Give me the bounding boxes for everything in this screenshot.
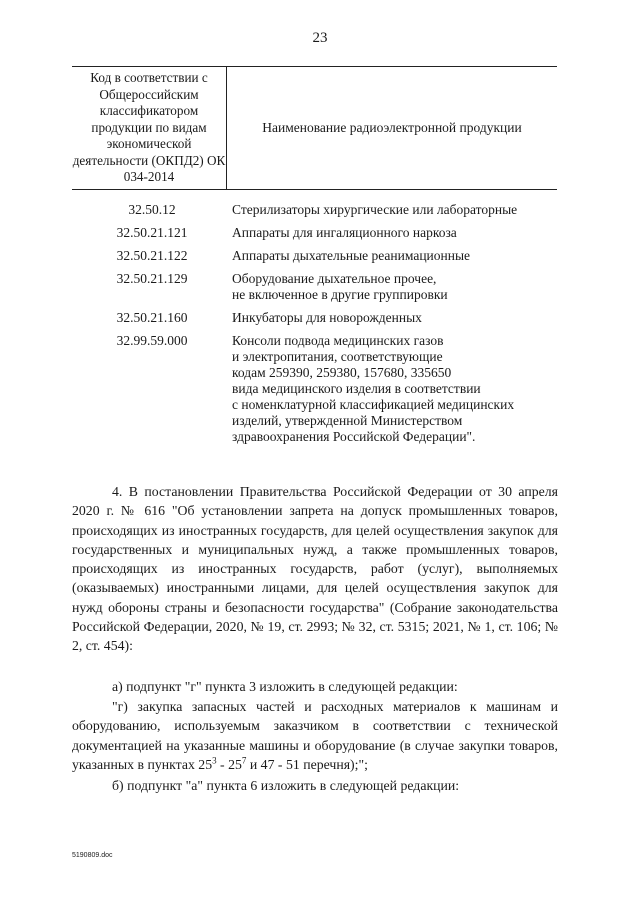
product-name: Аппараты дыхательные реанимационные	[232, 248, 471, 263]
paragraph-g-end: и 47 - 51 перечня);";	[246, 756, 368, 772]
product-name: Консоли подвода медицинских газов и электропитания, соответствующие кодам 259390, 259380, 157680, 335650 вида медицинского изделия в соответствии с номенклатурной классификацией медицинских изделий, утвержденной Министерством здравоохранения Российской Федерации".	[232, 333, 515, 444]
paragraph-4: 4. В постановлении Правительства Российской Федерации от 30 апреля 2020 г. № 616 "Об установлении запрета на допуск промышленных товаров, происходящих из иностранных государств, для целей осуществления закупок для государственных и муниципальных нужд, а также промышленных товаров, происходящих из иностранных государств, работ (услуг), выполняемых (оказываемых) иностранными лицами, для целей осуществления закупок для нужд обороны страны и безопасности государства" (Собрание законодательства Российской Федерации, 2020, № 19, ст. 2993; № 32, ст. 5315; 2021, № 1, ст. 106; № 2, ст. 454):	[72, 484, 558, 654]
product-code: 32.50.21.129	[116, 271, 188, 286]
product-code: 32.50.21.122	[116, 248, 188, 263]
product-code: 32.50.21.160	[116, 310, 188, 325]
table-row	[72, 202, 562, 218]
product-table-header	[72, 66, 557, 190]
header-code-column: Код в соответствии с Общероссийским классификатором продукции по видам экономической деятельности (ОКПД2) ОК 034-2014	[72, 67, 227, 190]
table-row	[72, 248, 562, 264]
paragraph-b: б) подпункт "а" пункта 6 изложить в следующей редакции:	[112, 778, 460, 793]
paragraph-g-start: "г) закупка запасных частей и расходных материалов к машинам и оборудованию, используемым заказчиком в соответствии с технической документацией на указанные машины и оборудование (в случае закупки товаров, указанных в пунктах 25	[72, 699, 558, 772]
document-filename: 5190809.doc	[72, 852, 113, 859]
paragraph-a: а) подпункт "г" пункта 3 изложить в следующей редакции:	[112, 679, 458, 694]
table-row	[72, 310, 562, 326]
header-name-column: Наименование радиоэлектронной продукции	[227, 67, 558, 190]
range-dash: - 25	[216, 756, 242, 772]
page-number: 23	[312, 30, 328, 46]
table-row	[72, 271, 562, 303]
product-code: 32.99.59.000	[116, 333, 188, 348]
paragraph-g	[72, 697, 558, 774]
product-code: 32.50.12	[128, 202, 176, 217]
product-name: Инкубаторы для новорожденных	[232, 310, 422, 325]
product-name: Аппараты для ингаляционного наркоза	[232, 225, 457, 240]
product-code: 32.50.21.121	[116, 225, 188, 240]
superscript-3: 3	[212, 755, 217, 766]
superscript-7: 7	[241, 755, 247, 766]
product-name: Стерилизаторы хирургические или лабораторные	[232, 202, 518, 217]
table-row	[72, 225, 562, 241]
table-row	[72, 333, 562, 445]
product-name: Оборудование дыхательное прочее, не включенное в другие группировки	[232, 271, 448, 302]
product-list	[72, 202, 562, 452]
